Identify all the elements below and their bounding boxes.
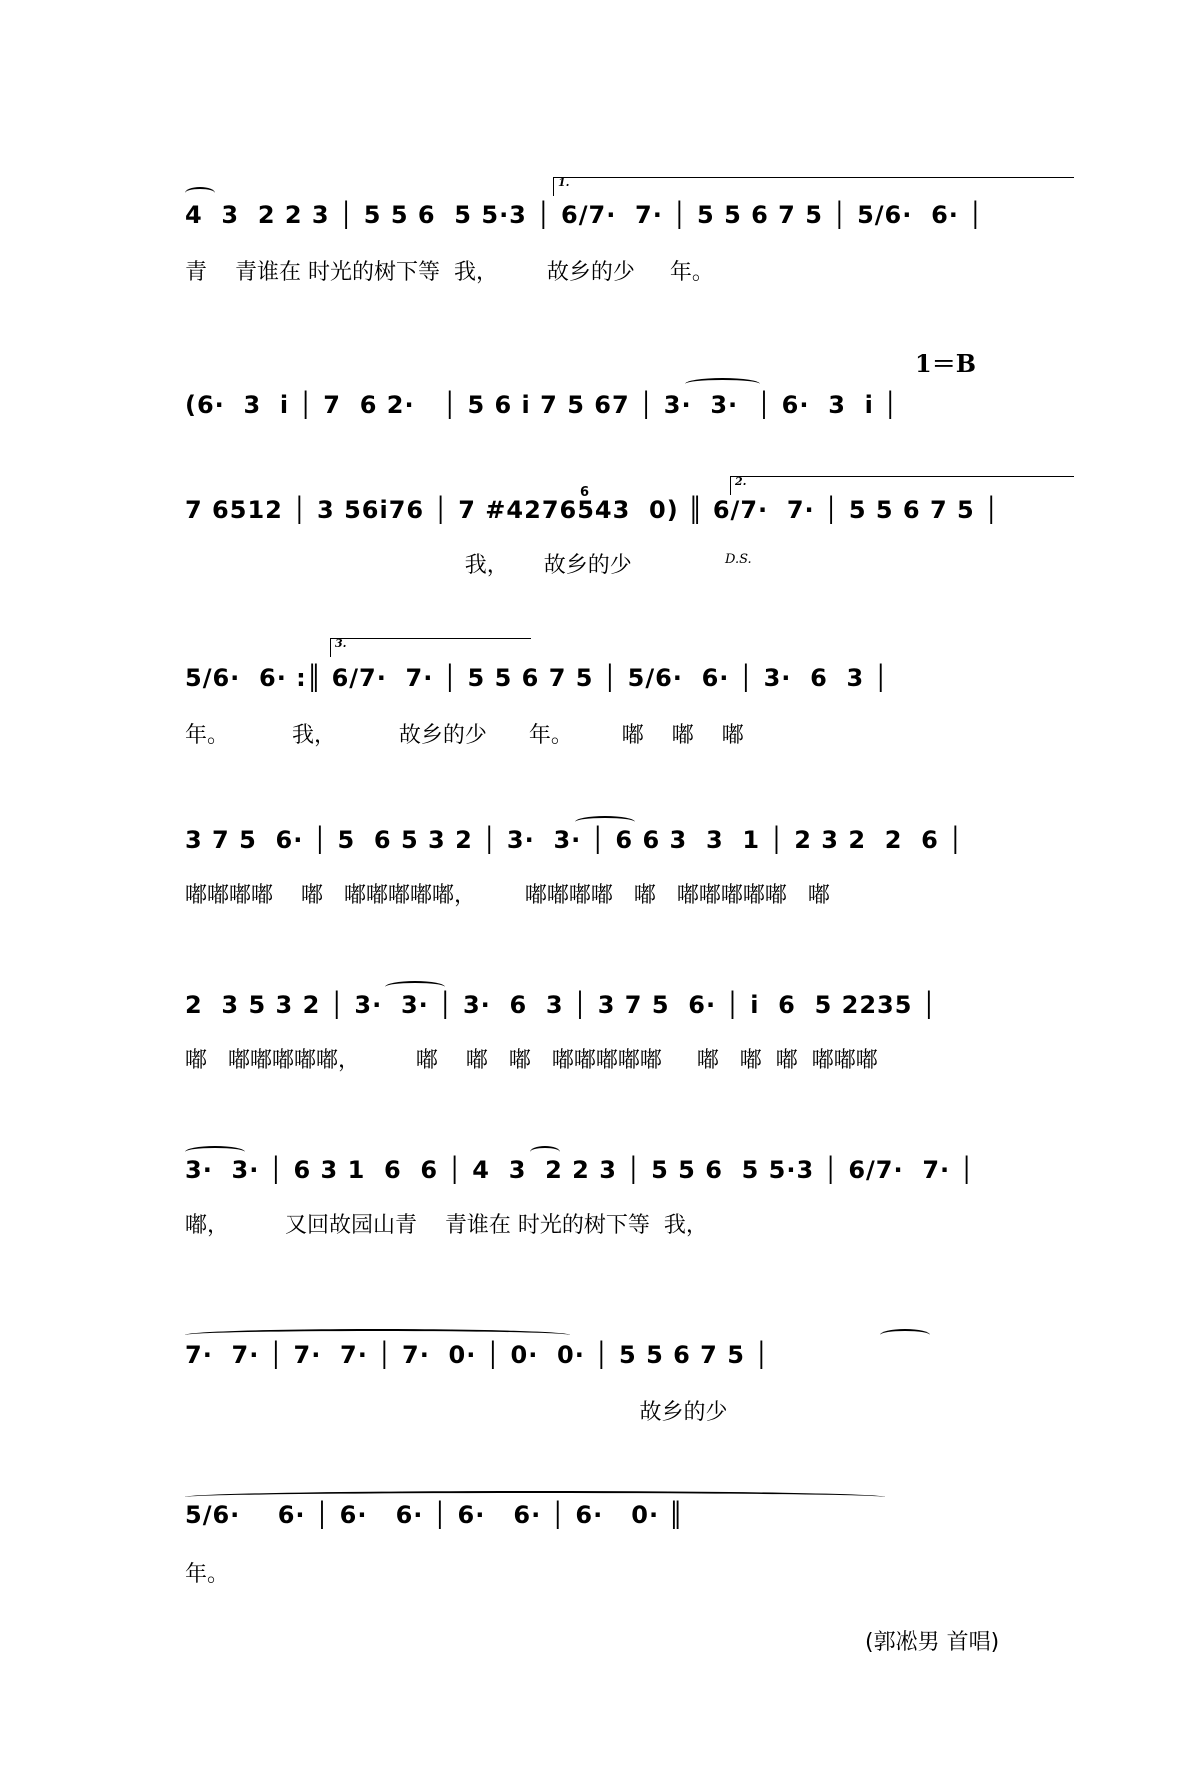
notation-line: 7· 7· │ 7· 7· │ 7· 0· │ 0· 0· │ 5 5 6 7 5 │ xyxy=(185,1341,770,1369)
notation-line: 3· 3· │ 6 3 1 6 6 │ 4 3 2 2 3 │ 5 5 6 5 5·3 │ 6/7· 7· │ xyxy=(185,1156,975,1184)
lyrics-line: 故乡的少 xyxy=(185,1400,728,1425)
dal-segno-mark: D.S. xyxy=(725,552,752,567)
notation-line: 4 3 2 2 3 │ 5 5 6 5 5·3 │ 6/7· 7· │ 5 5 6 7 5 │ 5/6· 6· │ xyxy=(185,201,984,229)
notation-line: 5/6· 6· │ 6· 6· │ 6· 6· │ 6· 0· ║ xyxy=(185,1501,684,1529)
notation-line: 3 7 5 6· │ 5 6 5 3 2 │ 3· 3· │ 6 6 3 3 1 │ 2 3 2 2 6 │ xyxy=(185,826,964,854)
lyrics-line: 嘟 嘟嘟嘟嘟嘟， 嘟 嘟 嘟 嘟嘟嘟嘟嘟 嘟 嘟 嘟 嘟嘟嘟 xyxy=(185,1048,878,1073)
volta-bracket: 1. xyxy=(553,177,1074,196)
key-signature: 1＝B xyxy=(915,349,976,378)
notation-line: 7 6512 │ 3 56i76 │ 7 #4276543 0) ║ 6/7· 7· │ 5 5 6 7 5 │ xyxy=(185,496,1000,524)
lyrics-line: 青 青谁在 时光的树下等 我， 故乡的少 年。 xyxy=(185,260,714,285)
lyrics-line: 嘟嘟嘟嘟 嘟 嘟嘟嘟嘟嘟， 嘟嘟嘟嘟 嘟 嘟嘟嘟嘟嘟 嘟 xyxy=(185,883,830,908)
lyrics-line: 年。 我， 故乡的少 年。 嘟 嘟 嘟 xyxy=(185,723,744,748)
notation-line: 5/6· 6· :║ 6/7· 7· │ 5 5 6 7 5 │ 5/6· 6· │ 3· 6 3 │ xyxy=(185,664,890,692)
volta-bracket: 3. xyxy=(330,638,531,657)
performer-credit: (郭凇男 首唱) xyxy=(865,1630,1000,1655)
lyrics-line: 年。 xyxy=(185,1562,230,1587)
notation-line: (6· 3 i │ 7 6 2· │ 5 6 i 7 5 67 │ 3· 3· │ 6· 3 i │ xyxy=(185,391,899,419)
lyrics-line: 嘟， 又回故园山青 青谁在 时光的树下等 我， xyxy=(185,1213,708,1238)
tuplet-mark: 6 xyxy=(580,485,590,500)
volta-bracket: 2. xyxy=(730,476,1074,495)
lyrics-line: 我， 故乡的少 xyxy=(185,553,632,578)
notation-line: 2 3 5 3 2 │ 3· 3· │ 3· 6 3 │ 3 7 5 6· │ i 6 5 2235 │ xyxy=(185,991,938,1019)
